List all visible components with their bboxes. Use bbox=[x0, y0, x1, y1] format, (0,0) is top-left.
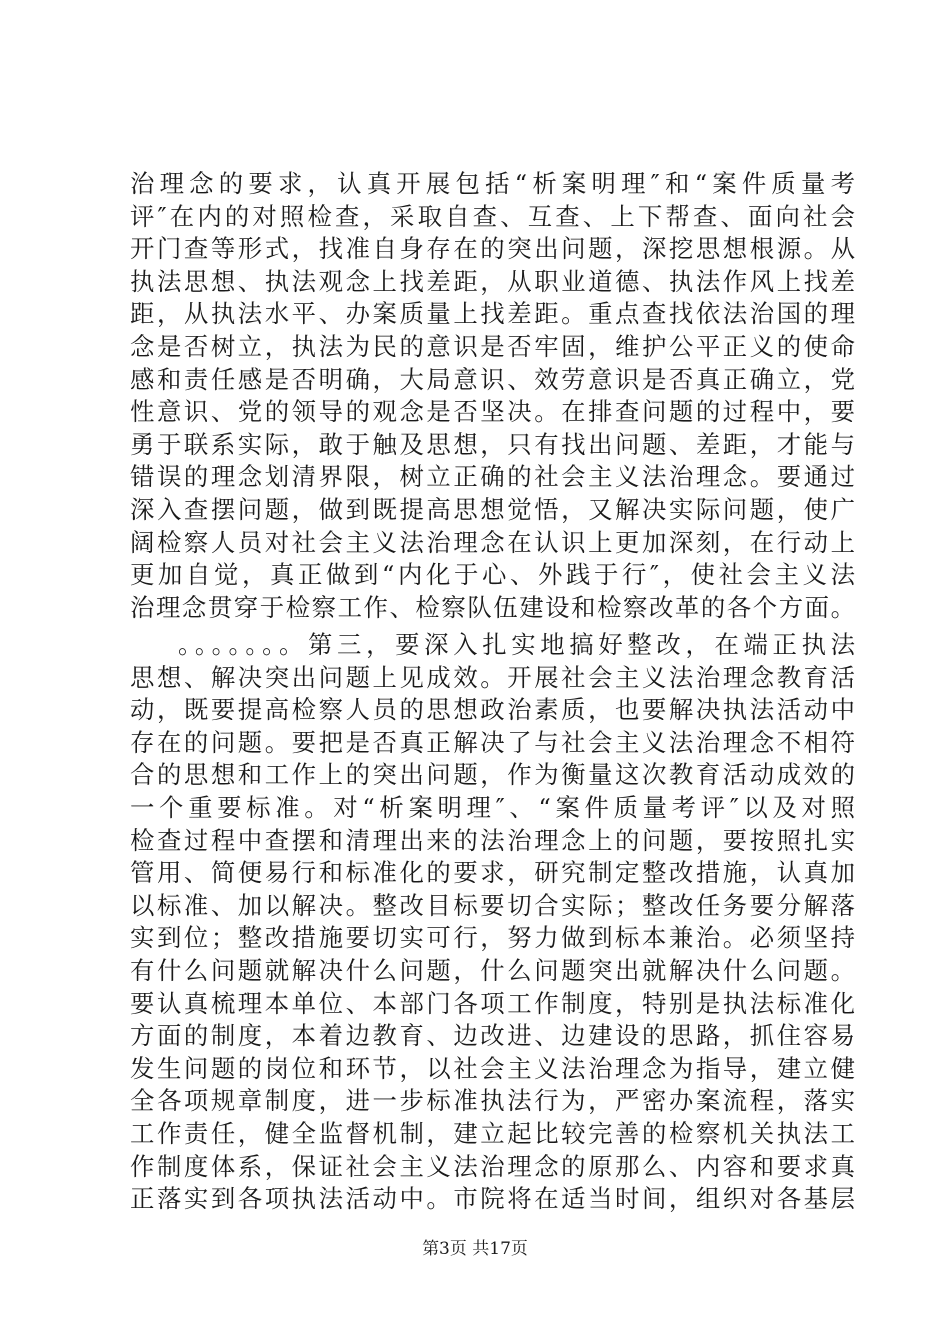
paragraph-2 bbox=[130, 629, 855, 1216]
text-line: 。。。。。。。第三，要深入扎实地搞好整改，在端正执法 bbox=[178, 630, 855, 659]
text-line: 有什么问题就解决什么问题，什么问题突出就解决什么问题。 bbox=[130, 955, 855, 985]
text-line: 错误的理念划清界限，树立正确的社会主义法治理念。要通过 bbox=[130, 462, 855, 492]
text-line: 深入查摆问题，做到既提高思想觉悟，又解决实际问题，使广 bbox=[130, 494, 855, 524]
text-line: 发生问题的岗位和环节，以社会主义法治理念为指导，建立健 bbox=[130, 1053, 855, 1083]
text-line: 治理念贯穿于检察工作、检察队伍建设和检察改革的各个方面。 bbox=[130, 592, 855, 622]
paragraph-1 bbox=[130, 168, 855, 624]
text-line: 更加自觉，真正做到“内化于心、外践于行″，使社会主义法 bbox=[130, 560, 855, 590]
text-line: 存在的问题。要把是否真正解决了与社会主义法治理念不相符 bbox=[130, 727, 855, 757]
text-line: 管用、简便易行和标准化的要求，研究制定整改措施，认真加 bbox=[130, 858, 855, 888]
text-line: 勇于联系实际，敢于触及思想，只有找出问题、差距，才能与 bbox=[130, 429, 855, 459]
text-line: 方面的制度，本着边教育、边改进、边建设的思路，抓住容易 bbox=[130, 1021, 855, 1051]
text-line: 合的思想和工作上的突出问题，作为衡量这次教育活动成效的 bbox=[130, 760, 855, 790]
text-line: 思想、解决突出问题上见成效。开展社会主义法治理念教育活 bbox=[130, 662, 855, 692]
text-line: 动，既要提高检察人员的思想政治素质，也要解决执法活动中 bbox=[130, 695, 855, 725]
text-line: 以标准、加以解决。整改目标要切合实际；整改任务要分解落 bbox=[130, 890, 855, 920]
page-number-footer: 第3页 共17页 bbox=[422, 1239, 528, 1259]
text-line: 全各项规章制度，进一步标准执法行为，严密办案流程，落实 bbox=[130, 1086, 855, 1116]
text-line: 治理念的要求，认真开展包括“析案明理″和“案件质量考 bbox=[130, 169, 855, 198]
text-line: 执法思想、执法观念上找差距，从职业道德、执法作风上找差 bbox=[130, 266, 855, 296]
text-line: 性意识、党的领导的观念是否坚决。在排查问题的过程中，要 bbox=[130, 397, 855, 427]
text-line: 评″在内的对照检查，采取自查、互查、上下帮查、面向社会 bbox=[130, 201, 855, 231]
text-line: 实到位；整改措施要切实可行，努力做到标本兼治。必须坚持 bbox=[130, 923, 855, 953]
text-line: 正落实到各项执法活动中。市院将在适当时间，组织对各基层 bbox=[130, 1184, 855, 1214]
text-line: 检查过程中查摆和清理出来的法治理念上的问题，要按照扎实 bbox=[130, 825, 855, 855]
text-line: 距，从执法水平、办案质量上找差距。重点查找依法治国的理 bbox=[130, 299, 855, 329]
text-line: 念是否树立，执法为民的意识是否牢固，维护公平正义的使命 bbox=[130, 331, 855, 361]
text-line: 工作责任，健全监督机制，建立起比较完善的检察机关执法工 bbox=[130, 1118, 855, 1148]
text-line: 感和责任感是否明确，大局意识、效劳意识是否真正确立，党 bbox=[130, 364, 855, 394]
text-line: 开门查等形式，找准自身存在的突出问题，深挖思想根源。从 bbox=[130, 234, 855, 264]
text-line: 阔检察人员对社会主义法治理念在认识上更加深刻，在行动上 bbox=[130, 527, 855, 557]
text-line: 一个重要标准。对“析案明理″、“案件质量考评″以及对照 bbox=[130, 792, 855, 822]
text-line: 要认真梳理本单位、本部门各项工作制度，特别是执法标准化 bbox=[130, 988, 855, 1018]
text-line: 作制度体系，保证社会主义法治理念的原那么、内容和要求真 bbox=[130, 1151, 855, 1181]
